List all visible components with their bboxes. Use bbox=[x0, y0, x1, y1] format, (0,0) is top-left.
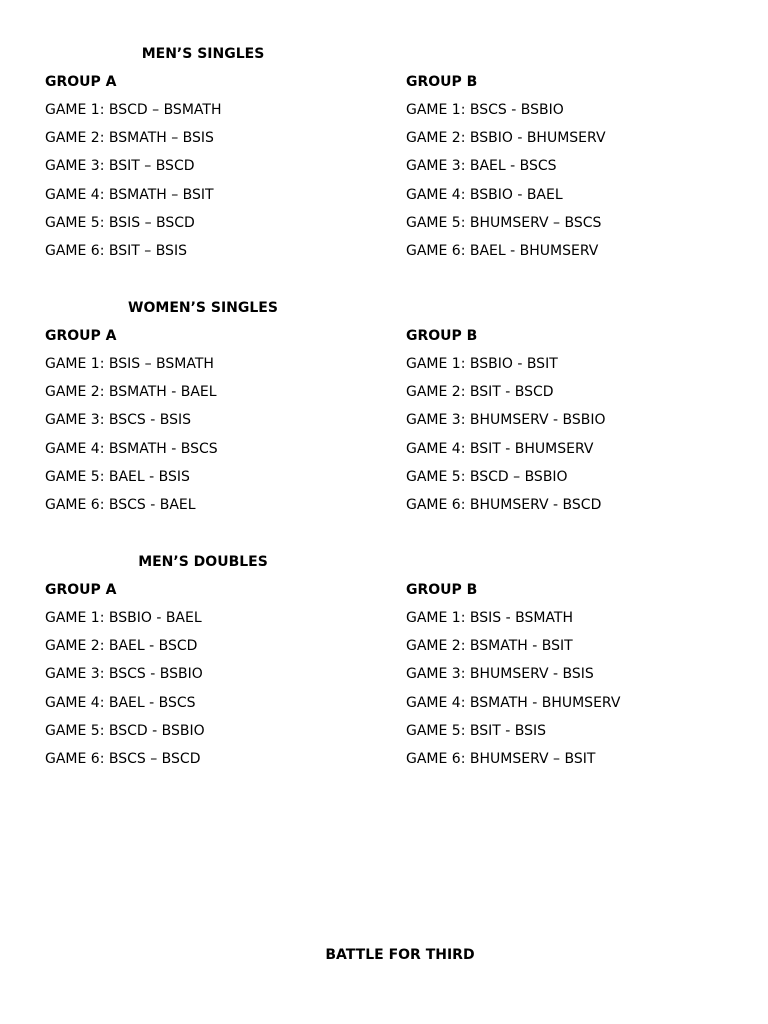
game-item: GAME 5: BSCD - BSBIO bbox=[45, 722, 205, 739]
game-item: GAME 1: BSCD – BSMATH bbox=[45, 102, 222, 118]
game-item: GAME 1: BSCS - BSBIO bbox=[406, 102, 564, 118]
group-b-column bbox=[406, 327, 606, 524]
game-item: GAME 5: BSIT - BSIS bbox=[406, 722, 547, 739]
game-item: GAME 2: BAEL - BSCD bbox=[45, 638, 198, 655]
game-item: GAME 2: BSMATH - BAEL bbox=[45, 384, 217, 401]
game-item: GAME 1: BSIS - BSMATH bbox=[406, 610, 573, 626]
group-b-column bbox=[406, 581, 620, 778]
game-item: GAME 4: BSIT - BHUMSERV bbox=[406, 440, 594, 457]
game-item: GAME 6: BHUMSERV - BSCD bbox=[406, 496, 602, 513]
group-b-heading: GROUP B bbox=[406, 74, 478, 90]
game-item: GAME 6: BSCS - BAEL bbox=[45, 496, 196, 513]
group-a-heading: GROUP A bbox=[45, 74, 117, 90]
group-b-column bbox=[406, 73, 606, 270]
game-item: GAME 4: BAEL - BSCS bbox=[45, 694, 196, 711]
game-item: GAME 1: BSBIO - BSIT bbox=[406, 356, 558, 372]
section-title: WOMEN’S SINGLES bbox=[128, 300, 278, 316]
game-item: GAME 3: BAEL - BSCS bbox=[406, 158, 557, 175]
section-title: MEN’S SINGLES bbox=[141, 46, 265, 62]
game-item: GAME 6: BSCS – BSCD bbox=[45, 750, 201, 767]
game-item: GAME 1: BSBIO - BAEL bbox=[45, 610, 202, 626]
game-item: GAME 5: BSCD – BSBIO bbox=[406, 468, 568, 485]
group-a-heading: GROUP A bbox=[45, 328, 117, 344]
group-a-heading: GROUP A bbox=[45, 582, 117, 598]
game-item: GAME 3: BSCS - BSBIO bbox=[45, 666, 203, 683]
game-item: GAME 6: BHUMSERV – BSIT bbox=[406, 750, 596, 767]
game-item: GAME 3: BSCS - BSIS bbox=[45, 412, 191, 429]
game-item: GAME 5: BAEL - BSIS bbox=[45, 468, 190, 485]
game-item: GAME 3: BHUMSERV - BSBIO bbox=[406, 412, 606, 429]
group-a-column bbox=[45, 73, 221, 270]
game-item: GAME 3: BHUMSERV - BSIS bbox=[406, 666, 594, 683]
game-item: GAME 5: BHUMSERV – BSCS bbox=[406, 214, 602, 231]
game-item: GAME 2: BSBIO - BHUMSERV bbox=[406, 130, 606, 147]
battle-for-third-heading: BATTLE FOR THIRD bbox=[325, 947, 475, 963]
group-a-column bbox=[45, 581, 205, 778]
game-item: GAME 4: BSMATH – BSIT bbox=[45, 186, 214, 203]
game-item: GAME 2: BSIT - BSCD bbox=[406, 384, 554, 401]
game-item: GAME 5: BSIS – BSCD bbox=[45, 214, 195, 231]
game-item: GAME 6: BAEL - BHUMSERV bbox=[406, 242, 599, 259]
game-item: GAME 3: BSIT – BSCD bbox=[45, 158, 195, 175]
section-title: MEN’S DOUBLES bbox=[138, 554, 268, 570]
group-b-heading: GROUP B bbox=[406, 582, 478, 598]
game-item: GAME 4: BSMATH - BHUMSERV bbox=[406, 694, 621, 711]
game-item: GAME 6: BSIT – BSIS bbox=[45, 242, 187, 259]
game-item: GAME 1: BSIS – BSMATH bbox=[45, 356, 214, 372]
group-b-heading: GROUP B bbox=[406, 328, 478, 344]
group-a-column bbox=[45, 327, 218, 524]
game-item: GAME 4: BSBIO - BAEL bbox=[406, 186, 563, 203]
game-item: GAME 2: BSMATH - BSIT bbox=[406, 638, 573, 655]
game-item: GAME 4: BSMATH - BSCS bbox=[45, 440, 218, 457]
game-item: GAME 2: BSMATH – BSIS bbox=[45, 130, 214, 147]
